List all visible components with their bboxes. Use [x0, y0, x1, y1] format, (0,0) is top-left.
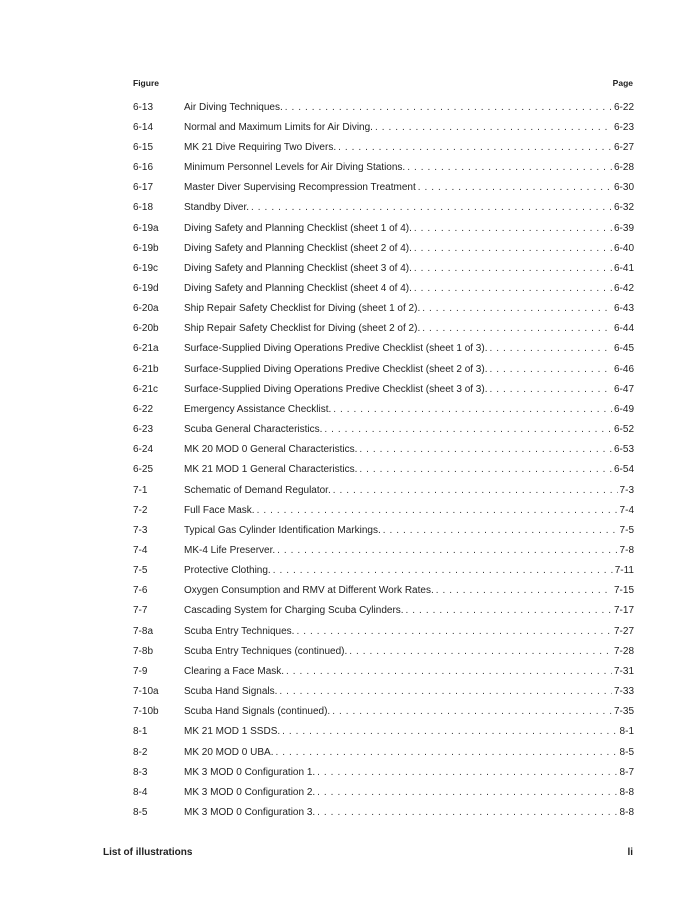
- page-number: 7-5: [619, 524, 634, 536]
- page-number: 7-11: [614, 565, 634, 577]
- figure-number: 6-19c: [133, 262, 159, 274]
- figure-number: 6-17: [133, 182, 154, 194]
- dot-leader: [349, 646, 612, 657]
- dot-leader: [286, 666, 612, 677]
- dot-leader: [273, 565, 613, 576]
- list-entry[interactable]: [133, 682, 634, 702]
- figure-title: MK 20 MOD 0 General Characteristics.: [184, 444, 358, 456]
- list-entry[interactable]: [133, 399, 634, 419]
- dot-leader: [317, 807, 617, 818]
- dot-leader: [422, 303, 612, 314]
- page-number: 6-41: [613, 262, 634, 274]
- dot-leader: [359, 444, 612, 455]
- dot-leader: [317, 767, 617, 778]
- page-number: 7-28: [613, 645, 634, 657]
- figure-title: Full Face Mask.: [184, 504, 255, 516]
- list-entry[interactable]: [133, 762, 634, 782]
- figure-title: Standby Diver.: [184, 202, 250, 214]
- figure-number: 6-15: [133, 141, 154, 153]
- list-entry[interactable]: [133, 581, 634, 601]
- dot-leader: [489, 364, 612, 375]
- page-number: 7-4: [619, 504, 634, 516]
- list-entry[interactable]: [133, 157, 634, 177]
- list-entry[interactable]: [133, 460, 634, 480]
- list-entry[interactable]: [133, 520, 634, 540]
- figure-number: 7-10b: [133, 706, 159, 718]
- list-entry[interactable]: [133, 97, 634, 117]
- page-number: 6-54: [613, 464, 634, 476]
- figure-number: 7-7: [133, 605, 148, 617]
- figure-title: MK 21 MOD 1 SSDS.: [184, 726, 281, 738]
- figure-title: MK 3 MOD 0 Configuration 3.: [184, 807, 316, 819]
- footer-page-number: li: [627, 847, 633, 858]
- list-entry[interactable]: [133, 641, 634, 661]
- figure-title: Cascading System for Charging Scuba Cylinders.: [184, 605, 404, 617]
- list-entry[interactable]: [133, 540, 634, 560]
- dot-leader: [333, 404, 612, 415]
- page-number: 8-5: [619, 746, 634, 758]
- figure-title: Ship Repair Safety Checklist for Diving (sheet 2 of 2).: [184, 323, 421, 335]
- figure-title: Diving Safety and Planning Checklist (sheet 2 of 4).: [184, 242, 412, 254]
- figure-number: 8-5: [133, 807, 148, 819]
- list-entry[interactable]: [133, 359, 634, 379]
- figure-title: Diving Safety and Planning Checklist (sheet 3 of 4).: [184, 262, 412, 274]
- figure-number: 8-1: [133, 726, 148, 738]
- dot-leader: [414, 223, 612, 234]
- figure-number: 7-8a: [133, 625, 154, 637]
- figure-number: 6-21c: [133, 383, 159, 395]
- figure-title: Normal and Maximum Limits for Air Diving.: [184, 121, 373, 133]
- list-entry[interactable]: [133, 117, 634, 137]
- dot-leader: [257, 505, 618, 516]
- list-entry[interactable]: [133, 802, 634, 822]
- list-entry[interactable]: [133, 621, 634, 641]
- figure-title: Protective Clothing.: [184, 565, 271, 577]
- page-number: 6-49: [613, 403, 634, 415]
- page-number: 6-39: [613, 222, 634, 234]
- figure-column-header: Figure: [133, 78, 159, 88]
- figure-title: Scuba Entry Techniques.: [184, 625, 295, 637]
- page-number: 6-40: [613, 242, 634, 254]
- dot-leader: [317, 787, 617, 798]
- figure-number: 6-23: [133, 424, 154, 436]
- figure-number: 6-25: [133, 464, 154, 476]
- list-entry[interactable]: [133, 198, 634, 218]
- list-entry[interactable]: [133, 561, 634, 581]
- dot-leader: [406, 605, 612, 616]
- page-number: 7-8: [619, 545, 634, 557]
- figure-number: 8-4: [133, 786, 148, 798]
- dot-leader: [422, 323, 612, 334]
- figure-title: Scuba Hand Signals (continued).: [184, 706, 331, 718]
- dot-leader: [489, 343, 612, 354]
- page-number: 7-33: [613, 686, 634, 698]
- figure-title: Air Diving Techniques.: [184, 101, 283, 113]
- figure-number: 7-8b: [133, 645, 154, 657]
- page-number: 6-44: [613, 323, 634, 335]
- page-number: 7-15: [613, 585, 634, 597]
- figure-title: Diving Safety and Planning Checklist (sheet 1 of 4).: [184, 222, 412, 234]
- page-number: 7-31: [613, 665, 634, 677]
- figure-title: Clearing a Face Mask.: [184, 665, 285, 677]
- dot-leader: [279, 686, 612, 697]
- page-number: 6-42: [613, 282, 634, 294]
- figure-title: Master Diver Supervising Recompression Treatment: [184, 182, 416, 194]
- figure-title: MK 21 MOD 1 General Characteristics.: [184, 464, 358, 476]
- page-number: 6-28: [613, 162, 634, 174]
- figure-title: Diving Safety and Planning Checklist (sheet 4 of 4).: [184, 282, 412, 294]
- figure-number: 7-2: [133, 504, 148, 516]
- page-number: 7-17: [613, 605, 634, 617]
- page-column-header: Page: [612, 78, 633, 88]
- figure-number: 8-3: [133, 766, 148, 778]
- figure-number: 7-3: [133, 524, 148, 536]
- figure-number: 6-19b: [133, 242, 159, 254]
- figure-title: Scuba General Characteristics.: [184, 424, 323, 436]
- list-entry[interactable]: [133, 742, 634, 762]
- dot-leader: [414, 243, 612, 254]
- figure-title: Ship Repair Safety Checklist for Diving (sheet 1 of 2).: [184, 303, 421, 315]
- dot-leader: [251, 202, 612, 213]
- figure-number: 6-16: [133, 162, 154, 174]
- list-entry[interactable]: [133, 379, 634, 399]
- list-entry[interactable]: [133, 278, 634, 298]
- figure-title: Surface-Supplied Diving Operations Predive Checklist (sheet 3 of 3).: [184, 383, 488, 395]
- figure-title: MK 21 Dive Requiring Two Divers.: [184, 141, 337, 153]
- page-number: 8-8: [619, 807, 634, 819]
- illustrations-list: [133, 97, 634, 823]
- dot-leader: [277, 545, 617, 556]
- list-entry[interactable]: [133, 500, 634, 520]
- page-number: 8-7: [619, 766, 634, 778]
- list-entry[interactable]: [133, 722, 634, 742]
- figure-number: 6-19d: [133, 282, 159, 294]
- page-number: 6-47: [613, 383, 634, 395]
- list-entry[interactable]: [133, 137, 634, 157]
- figure-number: 8-2: [133, 746, 148, 758]
- page-number: 6-30: [613, 182, 634, 194]
- page-number: 8-1: [619, 726, 634, 738]
- figure-number: 6-20b: [133, 323, 159, 335]
- dot-leader: [375, 122, 612, 133]
- list-entry[interactable]: [133, 702, 634, 722]
- list-entry[interactable]: [133, 238, 634, 258]
- list-entry[interactable]: [133, 258, 634, 278]
- dot-leader: [332, 706, 612, 717]
- dot-leader: [275, 747, 617, 758]
- figure-title: Minimum Personnel Levels for Air Diving Stations.: [184, 162, 406, 174]
- page-number: 6-32: [613, 202, 634, 214]
- figure-title: Schematic of Demand Regulator.: [184, 484, 331, 496]
- list-entry[interactable]: [133, 339, 634, 359]
- dot-leader: [333, 485, 618, 496]
- page-number: 8-8: [619, 786, 634, 798]
- figure-number: 6-22: [133, 403, 154, 415]
- figure-number: 7-6: [133, 585, 148, 597]
- figure-title: MK-4 Life Preserver.: [184, 545, 276, 557]
- figure-number: 6-19a: [133, 222, 159, 234]
- figure-title: Oxygen Consumption and RMV at Different Work Rates.: [184, 585, 434, 597]
- figure-number: 6-18: [133, 202, 154, 214]
- figure-number: 6-13: [133, 101, 154, 113]
- dot-leader: [338, 142, 612, 153]
- figure-number: 6-21a: [133, 343, 159, 355]
- list-entry[interactable]: [133, 178, 634, 198]
- figure-number: 6-21b: [133, 363, 159, 375]
- figure-title: Typical Gas Cylinder Identification Markings.: [184, 524, 381, 536]
- dot-leader: [359, 464, 612, 475]
- dot-leader: [324, 424, 612, 435]
- page-number: 6-52: [613, 424, 634, 436]
- dot-leader: [414, 263, 612, 274]
- list-entry[interactable]: [133, 480, 634, 500]
- dot-leader: [282, 726, 617, 737]
- footer-title: List of illustrations: [103, 847, 193, 858]
- page-number: 6-23: [613, 121, 634, 133]
- dot-leader: [489, 384, 612, 395]
- dot-leader: [436, 585, 612, 596]
- list-entry[interactable]: [133, 661, 634, 681]
- page-number: 6-46: [613, 363, 634, 375]
- dot-leader: [296, 626, 612, 637]
- dot-leader: [418, 182, 612, 193]
- figure-title: Emergency Assistance Checklist.: [184, 403, 332, 415]
- dot-leader: [285, 102, 612, 113]
- figure-number: 7-10a: [133, 686, 159, 698]
- list-entry[interactable]: [133, 299, 634, 319]
- page-number: 6-53: [613, 444, 634, 456]
- page-number: 6-27: [613, 141, 634, 153]
- list-entry[interactable]: [133, 319, 634, 339]
- figure-title: Surface-Supplied Diving Operations Predive Checklist (sheet 1 of 3).: [184, 343, 488, 355]
- figure-title: MK 3 MOD 0 Configuration 1.: [184, 766, 316, 778]
- figure-number: 7-5: [133, 565, 148, 577]
- page-number: 7-3: [619, 484, 634, 496]
- figure-title: MK 20 MOD 0 UBA.: [184, 746, 274, 758]
- figure-number: 6-24: [133, 444, 154, 456]
- figure-number: 7-1: [133, 484, 148, 496]
- list-entry[interactable]: [133, 420, 634, 440]
- figure-title: Surface-Supplied Diving Operations Predive Checklist (sheet 2 of 3).: [184, 363, 488, 375]
- figure-number: 6-14: [133, 121, 154, 133]
- figure-title: Scuba Hand Signals.: [184, 686, 278, 698]
- page-number: 7-35: [613, 706, 634, 718]
- page-number: 6-43: [613, 303, 634, 315]
- figure-number: 7-9: [133, 665, 148, 677]
- list-entry[interactable]: [133, 782, 634, 802]
- list-entry[interactable]: [133, 440, 634, 460]
- page-number: 6-22: [613, 101, 634, 113]
- dot-leader: [407, 162, 612, 173]
- list-entry[interactable]: [133, 218, 634, 238]
- figure-title: MK 3 MOD 0 Configuration 2.: [184, 786, 316, 798]
- figure-title: Scuba Entry Techniques (continued).: [184, 645, 348, 657]
- figure-number: 6-20a: [133, 303, 159, 315]
- page-number: 7-27: [613, 625, 634, 637]
- list-entry[interactable]: [133, 601, 634, 621]
- dot-leader: [414, 283, 612, 294]
- page-number: 6-45: [613, 343, 634, 355]
- figure-number: 7-4: [133, 545, 148, 557]
- dot-leader: [383, 525, 618, 536]
